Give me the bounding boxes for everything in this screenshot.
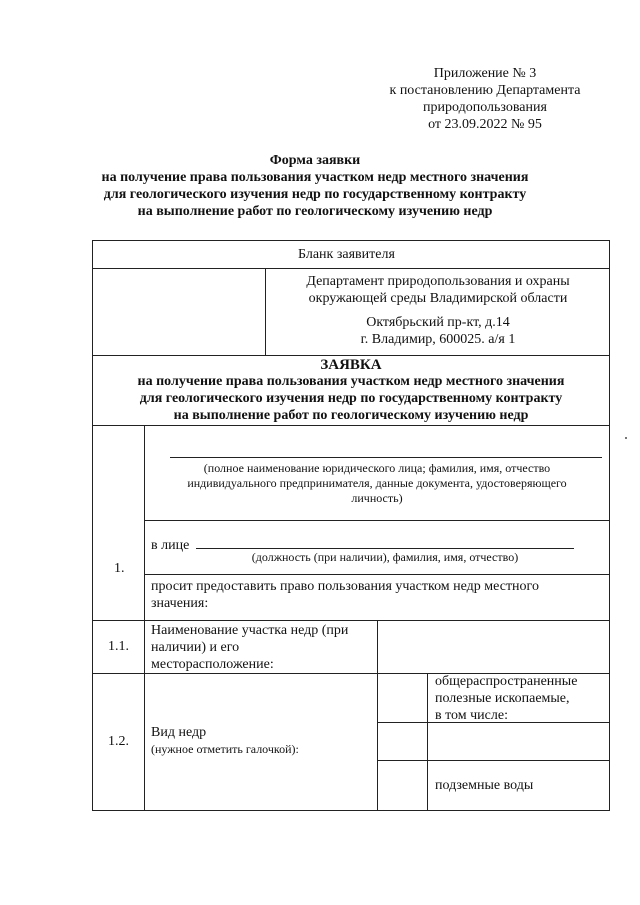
form-title-heading: Форма заявки <box>269 153 361 168</box>
option-groundwater-label: подземные воды <box>435 778 534 793</box>
section-1-number: 1. <box>114 561 125 576</box>
site-name-label: Наименование участка недр (при наличии) и его месторасположение: <box>151 623 349 672</box>
representative-hint: (должность (при наличии), фамилия, имя, отчество) <box>251 550 519 564</box>
application-title: ЗАЯВКА <box>320 357 382 373</box>
appendix-line: Приложение № 3 <box>433 66 537 81</box>
divider <box>427 673 428 811</box>
divider <box>265 268 266 356</box>
application-subtitle: на получение права пользования участком недр местного значения для геологического изучения недр по государственному контракту на выполнение работ по геологическому изучению недр <box>137 374 565 423</box>
scan-mark <box>625 437 627 439</box>
representative-field[interactable] <box>196 548 574 549</box>
appendix-line: природопользования <box>423 100 547 115</box>
recipient-address: Октябрьский пр-кт, д.14 г. Владимир, 600025. а/я 1 <box>360 315 516 347</box>
section-1-1-number: 1.1. <box>108 639 129 654</box>
appendix-line: к постановлению Департамента <box>389 83 581 98</box>
divider <box>144 520 610 521</box>
form-title-line: для геологического изучения недр по государственному контракту <box>103 187 527 202</box>
recipient-name: Департамент природопользования и охраны окружающей среды Владимирской области <box>306 274 570 306</box>
section-1-2-number: 1.2. <box>108 734 129 749</box>
in-person-label: в лице <box>151 538 190 553</box>
divider <box>92 620 610 621</box>
applicant-name-field[interactable] <box>170 457 602 458</box>
applicant-blank-label: Бланк заявителя <box>298 247 395 262</box>
form-title-line: на получение права пользования участком недр местного значения <box>101 170 529 185</box>
option-checkbox-groundwater[interactable] <box>378 761 426 810</box>
subsoil-type-hint: (нужное отметить галочкой): <box>151 742 299 756</box>
request-text: просит предоставить право пользования участком недр местного значения: <box>151 579 539 611</box>
form-title <box>90 152 540 220</box>
divider <box>92 425 610 426</box>
form-title-line: на выполнение работ по геологическому изучению недр <box>137 204 493 219</box>
option-checkbox-blank[interactable] <box>378 723 426 759</box>
appendix-date-line: от 23.09.2022 № 95 <box>428 117 542 132</box>
divider <box>92 268 610 269</box>
subsoil-type-label: Вид недр <box>151 725 207 740</box>
appendix-block <box>385 65 585 133</box>
option-checkbox-common-minerals[interactable] <box>378 674 426 721</box>
site-name-field[interactable] <box>380 623 608 671</box>
applicant-name-hint: (полное наименование юридического лица; фамилия, имя, отчество индивидуального предпринимателя, данные документа, удостоверяющего личность) <box>187 461 567 505</box>
divider <box>144 574 610 575</box>
option-common-minerals-label: общераспространенные полезные ископаемые, в том числе: <box>435 674 578 723</box>
